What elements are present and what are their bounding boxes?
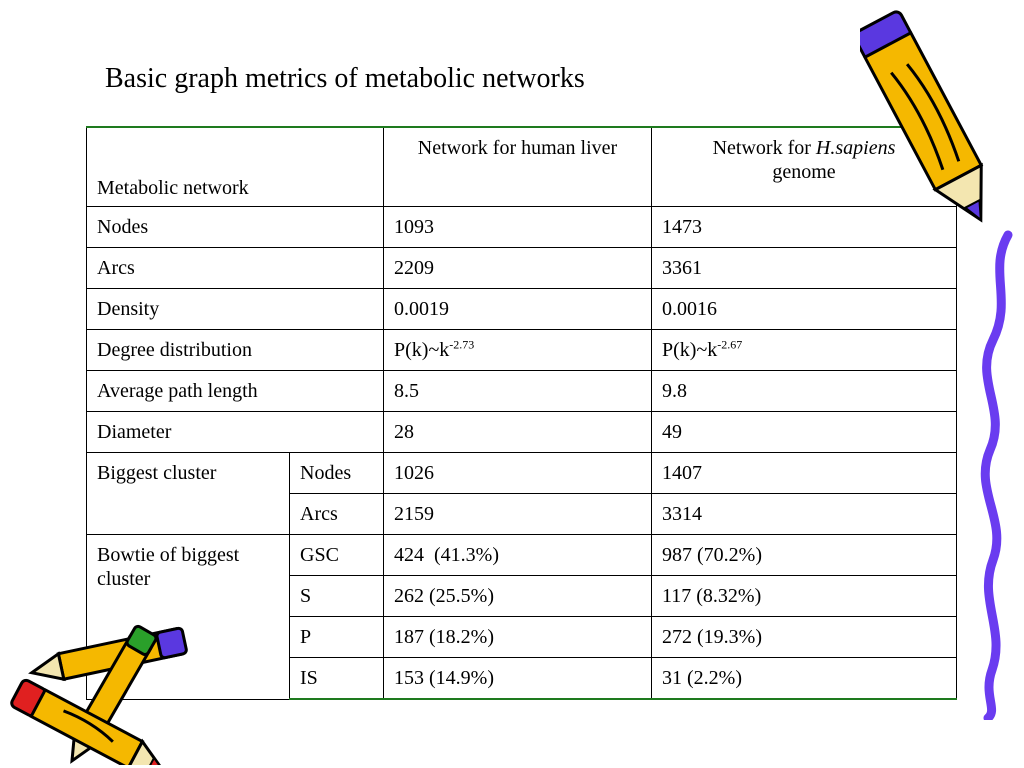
header-genome-suffix: genome <box>772 161 836 183</box>
liver-value: 0.0019 <box>384 289 652 330</box>
genome-value: 272 (19.3%) <box>652 617 957 658</box>
genome-value: 3361 <box>652 248 957 289</box>
table-row <box>87 207 957 248</box>
header-liver: Network for human liver <box>384 127 652 207</box>
liver-value: 424 (41.3%) <box>384 535 652 576</box>
row-label: Nodes <box>87 207 384 248</box>
genome-degree-base: P(k)~k <box>662 339 718 361</box>
genome-value: 987 (70.2%) <box>652 535 957 576</box>
sub-label: IS <box>290 658 384 700</box>
crossed-pencils-icon <box>0 615 205 765</box>
table-row <box>87 330 957 371</box>
sub-label: S <box>290 576 384 617</box>
header-genome-prefix: Network for <box>712 137 816 159</box>
genome-value: 9.8 <box>652 371 957 412</box>
genome-value: 1407 <box>652 453 957 494</box>
slide-title: Basic graph metrics of metabolic networks <box>105 63 585 94</box>
liver-value: 262 (25.5%) <box>384 576 652 617</box>
liver-value: 153 (14.9%) <box>384 658 652 700</box>
genome-value: 49 <box>652 412 957 453</box>
genome-value: 0.0016 <box>652 289 957 330</box>
sub-label: Nodes <box>290 453 384 494</box>
group-label-bowtie: Bowtie of biggest cluster <box>87 535 290 700</box>
sub-label: Arcs <box>290 494 384 535</box>
table-row <box>87 248 957 289</box>
group-label-biggest-cluster: Biggest cluster <box>87 453 290 535</box>
sub-label: GSC <box>290 535 384 576</box>
liver-value: 2159 <box>384 494 652 535</box>
genome-value: 1473 <box>652 207 957 248</box>
row-label: Diameter <box>87 412 384 453</box>
liver-value: 2209 <box>384 248 652 289</box>
liver-degree-base: P(k)~k <box>394 339 450 361</box>
liver-value: 8.5 <box>384 371 652 412</box>
table-row <box>87 289 957 330</box>
metrics-table <box>86 126 957 700</box>
liver-value: 187 (18.2%) <box>384 617 652 658</box>
table-row <box>87 535 957 576</box>
row-label: Degree distribution <box>87 330 384 371</box>
liver-value: 1026 <box>384 453 652 494</box>
liver-value: 1093 <box>384 207 652 248</box>
row-label: Average path length <box>87 371 384 412</box>
row-label: Arcs <box>87 248 384 289</box>
pencil-top-right-icon <box>860 0 1000 245</box>
genome-value: 117 (8.32%) <box>652 576 957 617</box>
header-row <box>87 127 957 207</box>
genome-value <box>652 330 957 371</box>
header-label: Metabolic network <box>87 127 384 207</box>
table-row <box>87 371 957 412</box>
squiggle-border-icon <box>968 230 1018 720</box>
table-row <box>87 412 957 453</box>
table-row <box>87 453 957 494</box>
liver-value: 28 <box>384 412 652 453</box>
liver-value <box>384 330 652 371</box>
genome-value: 31 (2.2%) <box>652 658 957 700</box>
sub-label: P <box>290 617 384 658</box>
genome-value: 3314 <box>652 494 957 535</box>
genome-degree-exponent: -2.67 <box>717 337 743 352</box>
header-genome-species: H.sapiens <box>815 137 896 159</box>
liver-degree-exponent: -2.73 <box>449 337 475 352</box>
row-label: Density <box>87 289 384 330</box>
